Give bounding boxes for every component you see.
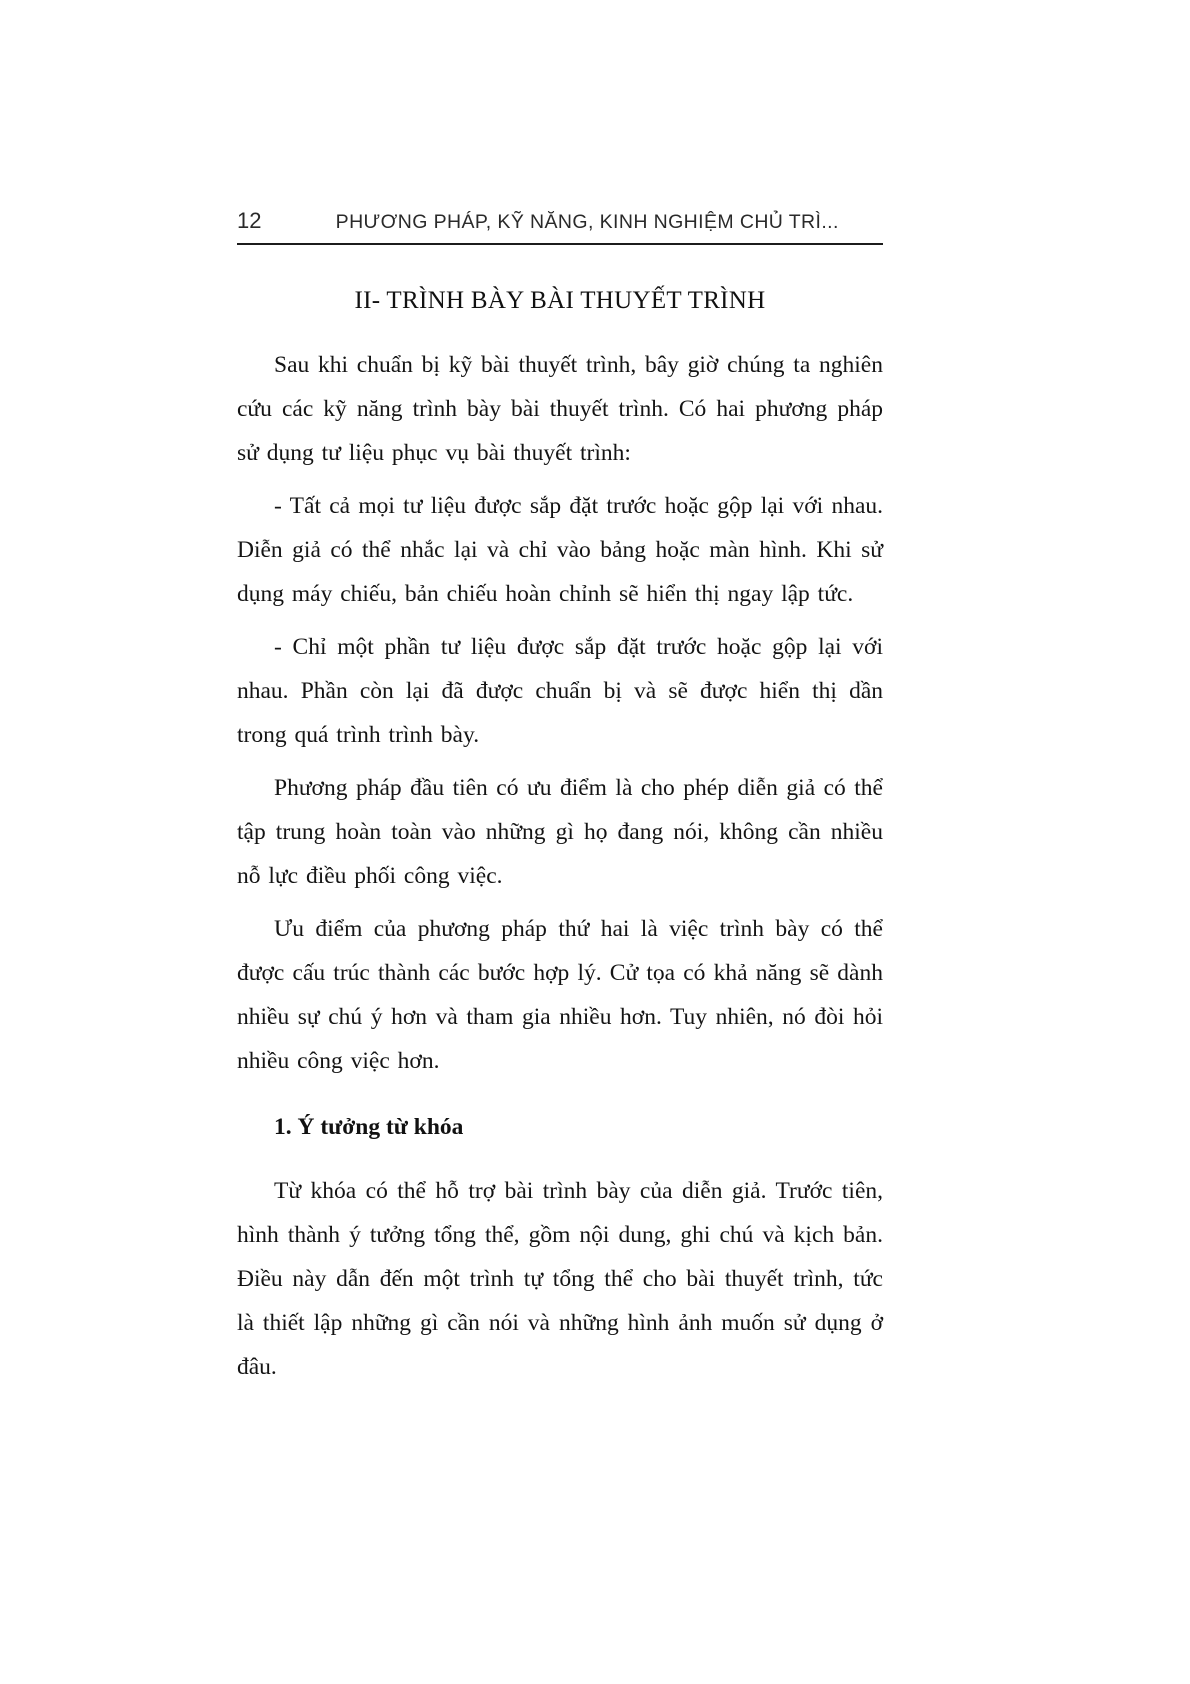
paragraph: Ưu điểm của phương pháp thứ hai là việc trình bày có thể được cấu trúc thành các bước hợp lý. Cử tọa có khả năng sẽ dành nhiều sự chú ý hơn và tham gia nhiều hơn. Tuy nhiên, nó đòi hỏi nhiều công việc hơn. [237, 916, 883, 1074]
paragraph: Sau khi chuẩn bị kỹ bài thuyết trình, bây giờ chúng ta nghiên cứu các kỹ năng trình bày bài thuyết trình. Có hai phương pháp sử dụng tư liệu phục vụ bài thuyết trình: [237, 352, 883, 466]
content-column [237, 208, 883, 1398]
page-header [237, 208, 883, 234]
sub-heading: 1. Ý tưởng từ khóa [274, 1114, 464, 1140]
running-title: PHƯƠNG PHÁP, KỸ NĂNG, KINH NGHIỆM CHỦ TRÌ... [335, 211, 839, 233]
paragraph: Từ khóa có thể hỗ trợ bài trình bày của diễn giả. Trước tiên, hình thành ý tưởng tổng thể, gồm nội dung, ghi chú và kịch bản. Điều này dẫn đến một trình tự tổng thể cho bài thuyết trình, tức là thiết lập những gì cần nói và những hình ảnh muốn sử dụng ở đâu. [237, 1178, 883, 1380]
section-title: II- TRÌNH BÀY BÀI THUYẾT TRÌNH [354, 287, 766, 314]
page-number: 12 [237, 208, 262, 233]
header-rule [237, 243, 883, 245]
paragraph: - Tất cả mọi tư liệu được sắp đặt trước hoặc gộp lại với nhau. Diễn giả có thể nhắc lại và chỉ vào bảng hoặc màn hình. Khi sử dụng máy chiếu, bản chiếu hoàn chỉnh sẽ hiển thị ngay lập tức. [237, 493, 883, 607]
body-text [237, 343, 883, 1389]
paragraph: Phương pháp đầu tiên có ưu điểm là cho phép diễn giả có thể tập trung hoàn toàn vào những gì họ đang nói, không cần nhiều nỗ lực điều phối công việc. [237, 775, 883, 889]
paragraph: - Chỉ một phần tư liệu được sắp đặt trước hoặc gộp lại với nhau. Phần còn lại đã được chuẩn bị và sẽ được hiển thị dần trong quá trình trình bày. [237, 634, 883, 748]
